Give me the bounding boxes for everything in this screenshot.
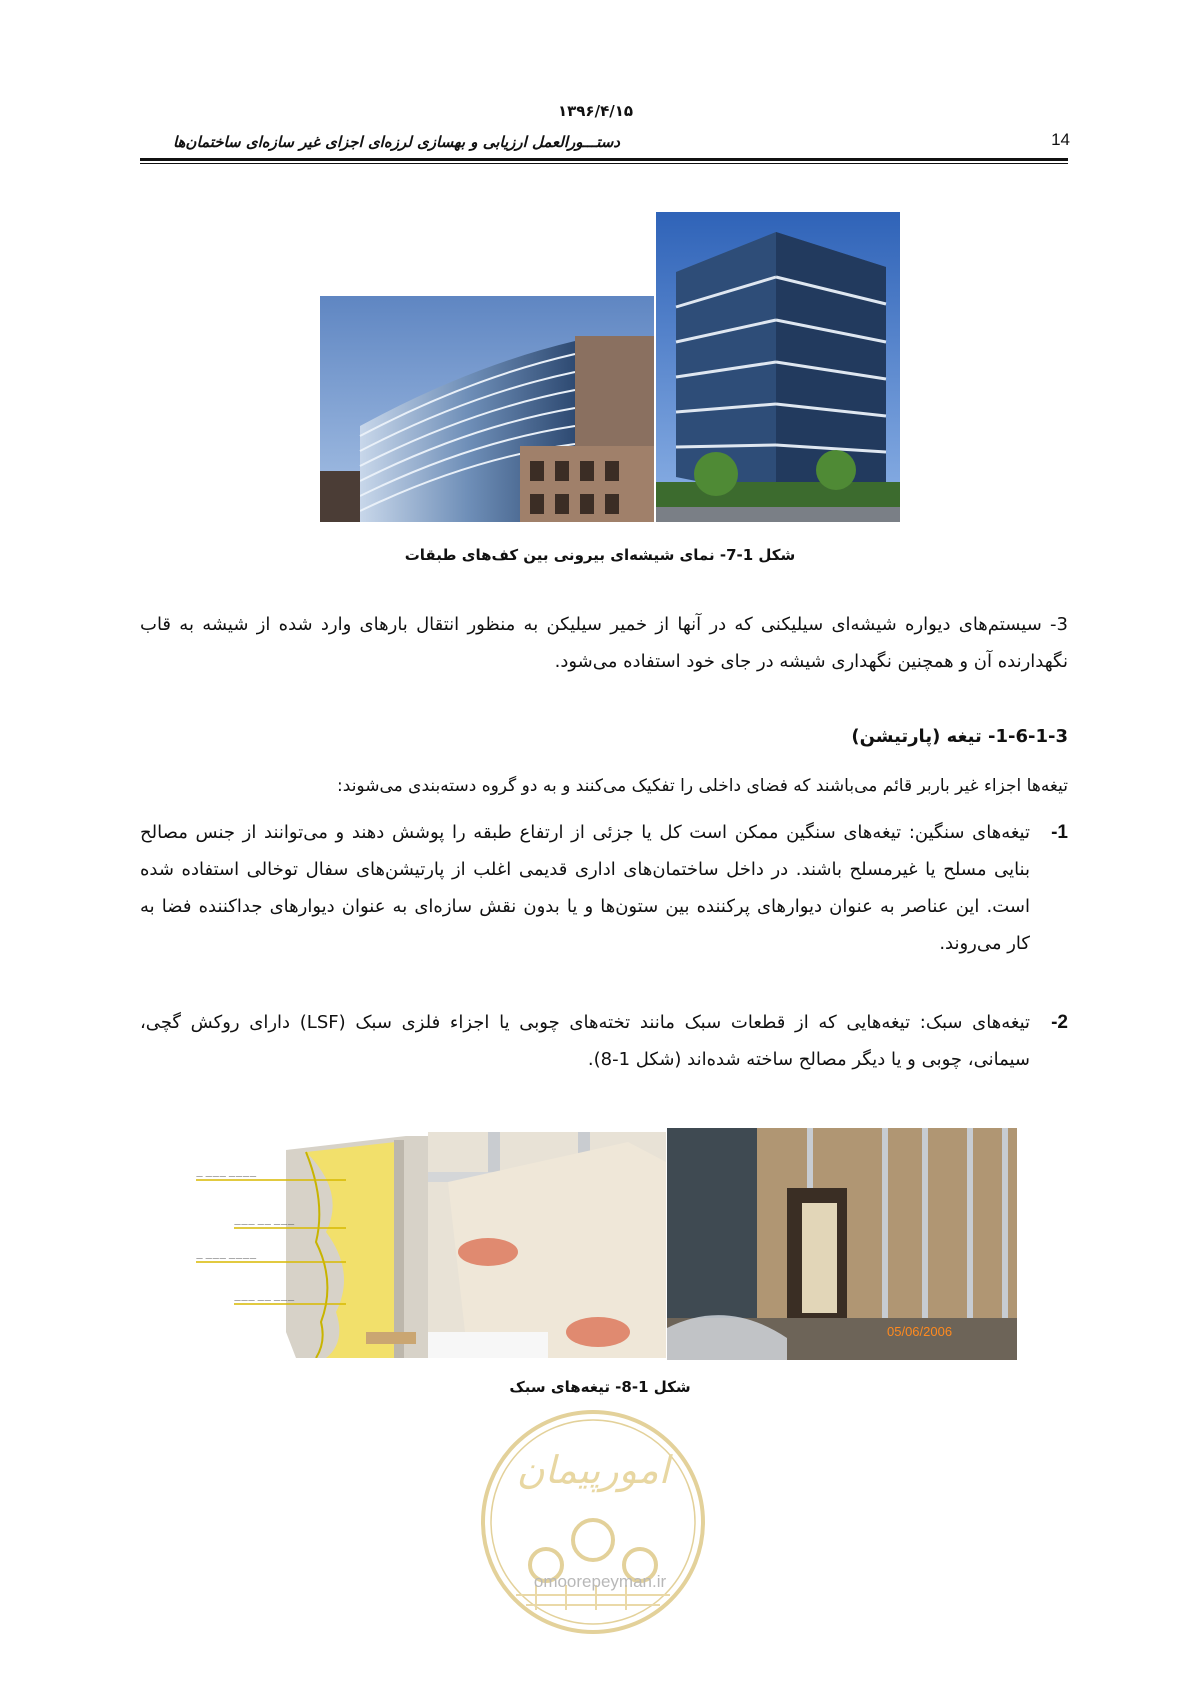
section-intro: تیغه‌ها اجزاء غیر باربر قائم می‌باشند که فضای داخلی را تفکیک می‌کنند و به دو گروه دسته‌بندی می‌شوند: xyxy=(337,776,1068,796)
diagram-label-2: ——— —— ——— xyxy=(234,1220,295,1228)
glass-tower-photo xyxy=(656,212,900,522)
diagram-label-1: — ——— ———— xyxy=(196,1172,257,1180)
curved-glass-building-photo xyxy=(320,296,654,522)
diagram-label-4: ——— —— ——— xyxy=(234,1296,295,1304)
list-item-number: 1- xyxy=(1051,822,1068,843)
list-item xyxy=(140,1004,1068,1078)
header-date: ۱۳۹۶/۴/۱۵ xyxy=(557,102,634,120)
photo-timestamp: 05/06/2006 xyxy=(887,1324,953,1339)
list-item xyxy=(140,814,1068,962)
header-rule-thin xyxy=(140,163,1068,164)
watermark-seal xyxy=(476,1405,710,1639)
interior-partition-photo xyxy=(667,1128,1017,1360)
figure-2-caption: شکل 1-8- تیغه‌های سبک xyxy=(509,1378,691,1396)
header-rule xyxy=(140,158,1068,161)
list-item-text: تیغه‌های سنگین: تیغه‌های سنگین ممکن است کل یا جزئی از ارتفاع طبقه را پوشش دهند و می‌توانند از جنس مصالح بنایی مسلح یا غیرمسلح باشند. در داخل ساختمان‌های اداری قدیمی اغلب از پارتیشن‌های سفال توخالی استفاده شده است. این عناصر به عنوان دیوارهای پرکننده بین ستون‌ها و یا بدون نقش سازه‌ای به عنوان دیوارهای جداکننده فضا به کار می‌روند. xyxy=(140,822,1030,954)
list-item-number: 2- xyxy=(1051,1012,1068,1033)
figure-1-caption: شکل 1-7- نمای شیشه‌ای بیرونی بین کف‌های طبقات xyxy=(404,546,796,564)
gypsum-board-install-photo xyxy=(428,1132,666,1358)
watermark-text: امورپیمان xyxy=(516,1448,670,1492)
paragraph-3: 3- سیستم‌های دیواره شیشه‌ای سیلیکنی که در آنها از خمیر سیلیکن به منظور انتقال بارهای وارد شده از شیشه به قاب نگهدارنده آن و همچنین نگهداری شیشه در جای خود استفاده می‌شود. xyxy=(140,614,1068,672)
diagram-label-3: — ——— ———— xyxy=(196,1254,257,1262)
header-title: دستـــورالعمل ارزیابی و بهسازی لرزه‌ای اجزای غیر سازه‌ای ساختمان‌ها xyxy=(172,133,620,151)
partition-section-diagram xyxy=(196,1132,428,1358)
section-heading: 1-6-1-3- تیغه (پارتیشن) xyxy=(851,726,1068,747)
watermark-url: omoorepeyman.ir xyxy=(533,1572,667,1591)
page-number: 14 xyxy=(1051,130,1070,149)
list-item-text: تیغه‌های سبک: تیغه‌هایی که از قطعات سبک مانند تخته‌های چوبی یا اجزاء فلزی سبک (LSF) دارای روکش گچی، سیمانی، چوبی و یا دیگر مصالح ساخته شده‌اند (شکل 1-8). xyxy=(140,1012,1031,1070)
